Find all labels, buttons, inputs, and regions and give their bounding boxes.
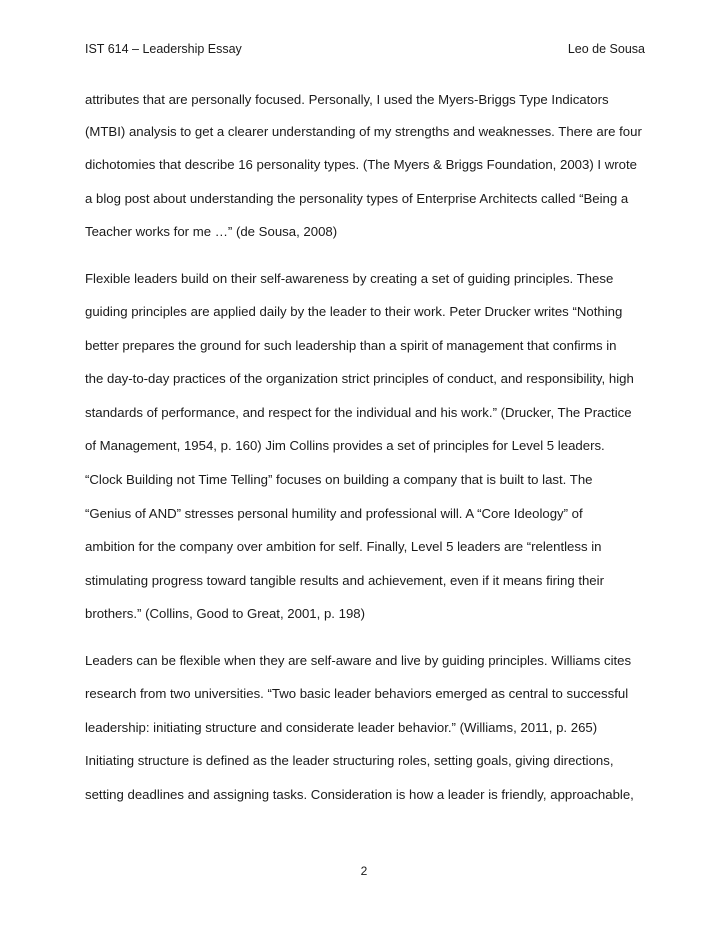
text-line: (MTBI) analysis to get a clearer understanding of my strengths and weaknesses. There are four <box>85 124 642 139</box>
header-course-title: IST 614 – Leadership Essay <box>85 42 242 56</box>
text-line: research from two universities. “Two basic leader behaviors emerged as central to successful <box>85 686 629 701</box>
text-line: Flexible leaders build on their self-awareness by creating a set of guiding principles. These <box>85 271 614 286</box>
page-header <box>85 40 645 58</box>
text-line: the day-to-day practices of the organization strict principles of conduct, and responsibility, high <box>85 371 634 386</box>
text-line: ambition for the company over ambition for self. Finally, Level 5 leaders are “relentless in <box>85 539 602 554</box>
text-line: Teacher works for me …” (de Sousa, 2008) <box>85 224 338 239</box>
text-line: “Clock Building not Time Telling” focuses on building a company that is built to last. The <box>85 472 593 487</box>
text-line: guiding principles are applied daily by the leader to their work. Peter Drucker writes “Nothing <box>85 304 623 319</box>
text-line: a blog post about understanding the personality types of Enterprise Architects called “Being a <box>85 191 629 206</box>
text-line: attributes that are personally focused. Personally, I used the Myers-Briggs Type Indicators <box>85 92 609 107</box>
text-line: standards of performance, and respect for the individual and his work.” (Drucker, The Practice <box>85 405 632 420</box>
page-number: 2 <box>360 864 368 878</box>
header-author: Leo de Sousa <box>567 42 645 56</box>
text-line: setting deadlines and assigning tasks. Consideration is how a leader is friendly, approachable, <box>85 787 634 802</box>
text-line: stimulating progress toward tangible results and achievement, even if it means firing their <box>85 573 604 588</box>
text-line: dichotomies that describe 16 personality types. (The Myers & Briggs Foundation, 2003) I wrote <box>85 157 637 172</box>
text-line: leadership: initiating structure and considerate leader behavior.” (Williams, 2011, p. 265) <box>85 720 598 735</box>
text-line: of Management, 1954, p. 160) Jim Collins provides a set of principles for Level 5 leaders. <box>85 438 605 453</box>
text-line: better prepares the ground for such leadership than a spirit of management that confirms in <box>85 338 617 353</box>
text-line: “Genius of AND” stresses personal humility and professional will. A “Core Ideology” of <box>85 506 583 521</box>
text-line: brothers.” (Collins, Good to Great, 2001, p. 198) <box>85 606 366 621</box>
text-line: Leaders can be flexible when they are self-aware and live by guiding principles. Williams cites <box>85 653 632 668</box>
text-line: Initiating structure is defined as the leader structuring roles, setting goals, giving directions, <box>85 753 614 768</box>
